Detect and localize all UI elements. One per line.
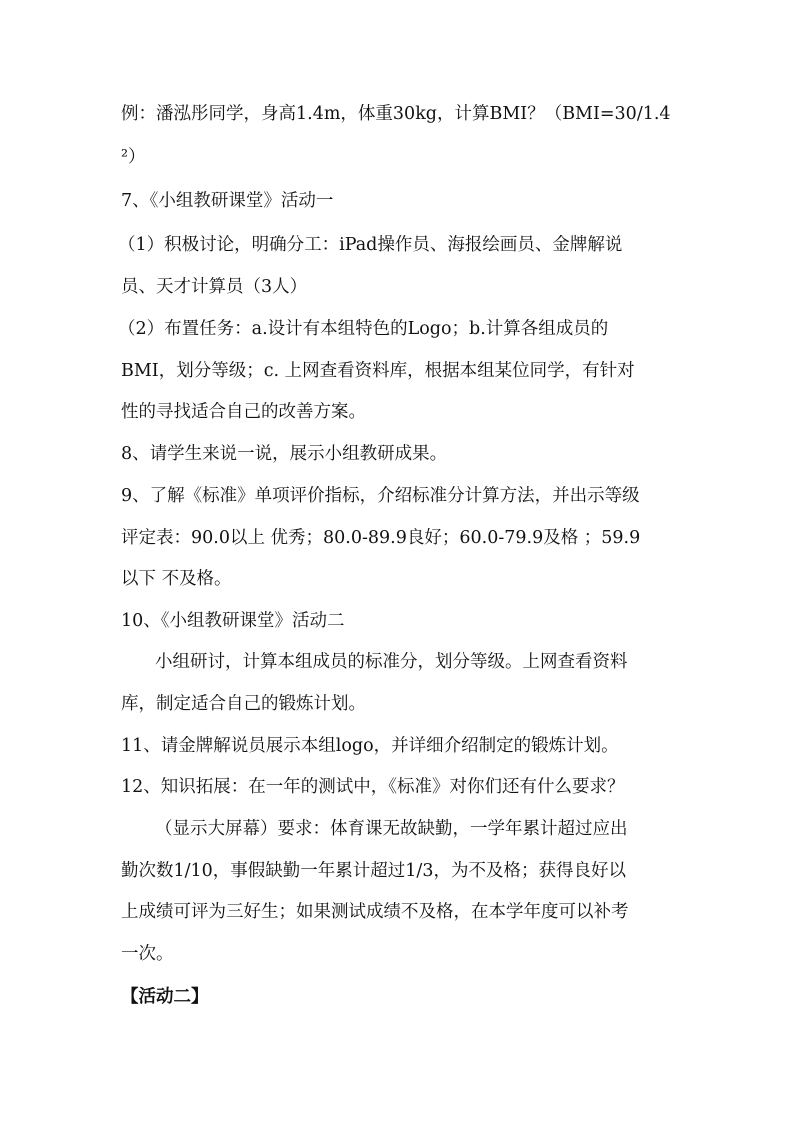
text-line: 10、《小组教研课堂》活动二 [121, 611, 345, 631]
text-line: ²） [121, 147, 146, 167]
text-line: 评定表：90.0以上 优秀；80.0-89.9良好；60.0-79.9及格 ；59.9 [121, 528, 641, 548]
text-line: 上成绩可评为三好生；如果测试成绩不及格，在本学年度可以补考 [121, 902, 629, 922]
text-line: （2）布置任务：a.设计有本组特色的Logo；b.计算各组成员的 [118, 319, 609, 339]
text-line: 员、天才计算员（3人） [121, 277, 308, 297]
text-line: 9、了解《标准》单项评价指标，介绍标准分计算方法，并出示等级 [121, 486, 640, 506]
text-line: 勤次数1/10，事假缺勤一年累计超过1/3，为不及格；获得良好以 [121, 861, 626, 881]
text-line: 库，制定适合自己的锻炼计划。 [121, 694, 366, 714]
text-line: 小组研讨，计算本组成员的标准分，划分等级。上网查看资料 [155, 652, 628, 672]
text-line: （显示大屏幕）要求：体育课无故缺勤，一学年累计超过应出 [155, 819, 628, 839]
text-line: BMI，划分等级；c. 上网查看资料库，根据本组某位同学，有针对 [121, 361, 635, 381]
text-line: 以下 不及格。 [121, 569, 232, 589]
text-line: 12、知识拓展：在一年的测试中，《标准》对你们还有什么要求？ [121, 777, 625, 797]
text-line: 性的寻找适合自己的改善方案。 [121, 402, 366, 422]
text-line: 一次。 [121, 944, 174, 964]
text-line: （1）积极讨论，明确分工：iPad操作员、海报绘画员、金牌解说 [118, 235, 623, 255]
text-line: 例：潘泓彤同学，身高1.4m，体重30kg，计算BMI？（BMI=30/1.4 [121, 104, 671, 124]
text-line: 8、请学生来说一说，展示小组教研成果。 [121, 444, 448, 464]
section-heading: 【活动二】 [121, 987, 209, 1007]
text-line: 11、请金牌解说员展示本组logo，并详细介绍制定的锻炼计划。 [121, 736, 619, 756]
text-line: 7、《小组教研课堂》活动一 [121, 191, 334, 211]
